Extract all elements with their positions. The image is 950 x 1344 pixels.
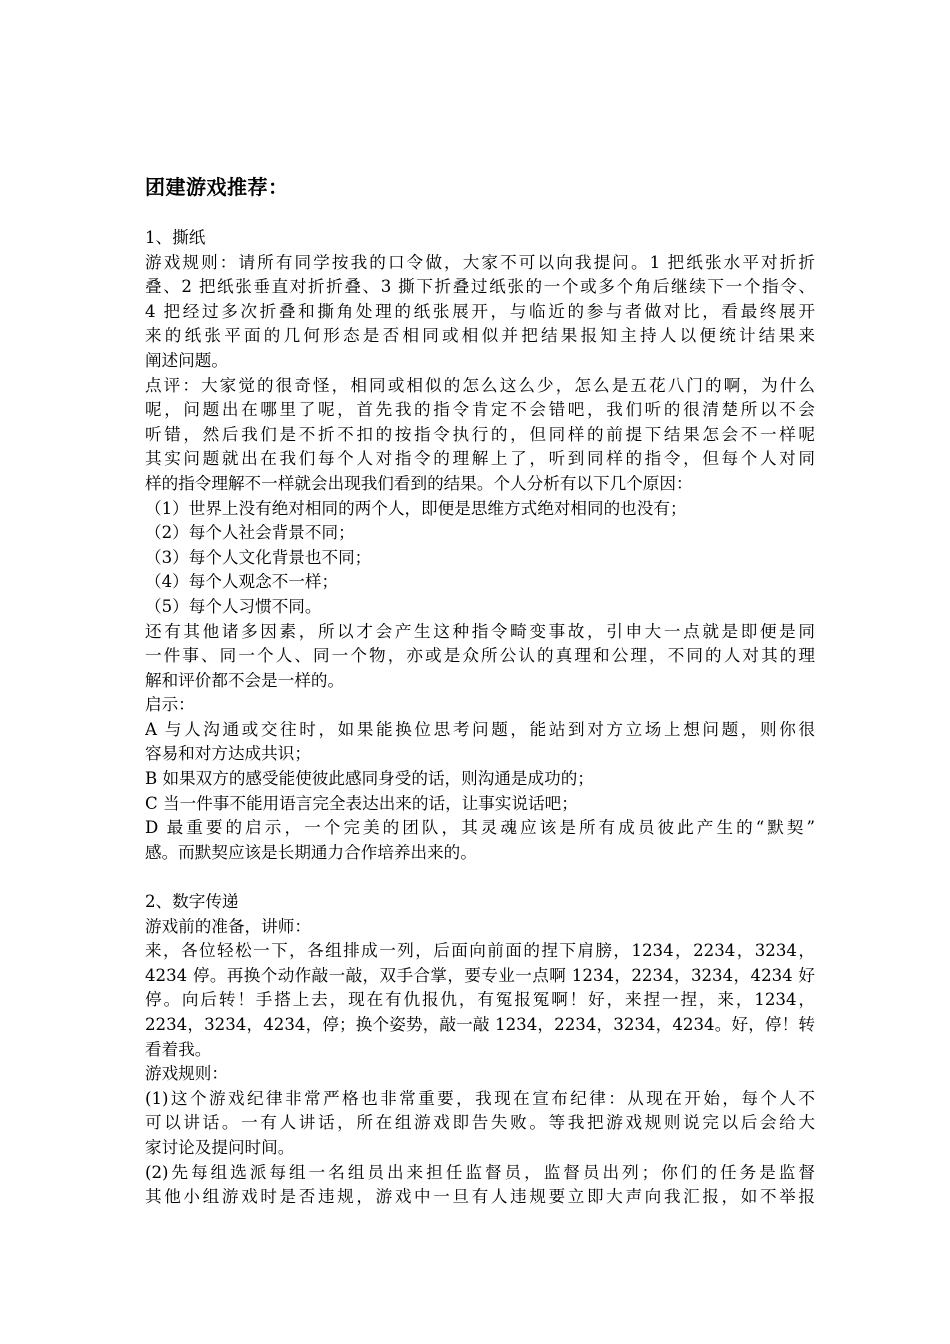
blank-line	[145, 865, 815, 890]
paragraph-line: 家讨论及提问时间。	[145, 1137, 295, 1157]
section-heading: 1、撕纸	[145, 228, 206, 247]
document-body	[145, 226, 815, 1210]
paragraph-line: 4 把经过多次折叠和撕角处理的纸张展开，与临近的参与者做对比，看最终展开	[145, 301, 815, 321]
list-item: （1）世界上没有绝对相同的两个人，即便是思维方式绝对相同的也没有；	[145, 498, 687, 518]
rules-label: 游戏规则：	[145, 1064, 228, 1084]
list-item: A 与人沟通或交往时，如果能换位思考问题，能站到对方立场上想问题，则你很	[145, 719, 815, 739]
paragraph-line: 还有其他诸多因素，所以才会产生这种指令畸变事故，引申大一点就是即便是同	[145, 621, 815, 641]
list-item: B 如果双方的感受能使彼此感同身受的话，则沟通是成功的；	[145, 769, 594, 789]
paragraph-line: 解和评价都不会是一样的。	[145, 670, 345, 690]
paragraph-line: 停。向后转！手搭上去，现在有仇报仇，有冤报冤啊！好，来捏一捏，来，1234，	[145, 990, 815, 1010]
page-title: 团建游戏推荐：	[145, 175, 289, 199]
paragraph-line: 叠、2 把纸张垂直对折折叠、3 撕下折叠过纸张的一个或多个角后继续下一个指令、	[145, 277, 815, 297]
section-heading: 2、数字传递	[145, 892, 239, 912]
paragraph-line: 4234 停。再换个动作敲一敲，双手合掌，要专业一点啊 1234，2234，3234，4234 好	[145, 965, 815, 985]
list-item: 容易和对方达成共识；	[145, 744, 311, 764]
list-item: 感。而默契应该是长期通力合作培养出来的。	[145, 842, 477, 862]
paragraph-line: 其他小组游戏时是否违规，游戏中一旦有人违规要立即大声向我汇报，如不举报	[145, 1187, 815, 1207]
paragraph-line: 阐述问题。	[145, 350, 228, 370]
paragraph-line: 看着我。	[145, 1039, 212, 1059]
list-item: （2）每个人社会背景不同；	[145, 523, 355, 543]
prep-label: 游戏前的准备，讲师：	[145, 916, 311, 936]
paragraph-line: 样的指令理解不一样就会出现我们看到的结果。个人分析有以下几个原因：	[145, 473, 693, 493]
list-item: D 最重要的启示，一个完美的团队，其灵魂应该是所有成员彼此产生的“默契”	[145, 818, 815, 838]
list-item: （4）每个人观念不一样；	[145, 572, 339, 592]
list-item: （3）每个人文化背景也不同；	[145, 547, 372, 567]
insight-label: 启示：	[145, 695, 195, 715]
list-item: C 当一件事不能用语言完全表达出来的话，让事实说话吧；	[145, 793, 578, 813]
paragraph-line: 2234，3234，4234，停；换个姿势，敲一敲 1234，2234，3234，4234。好，停！转	[145, 1015, 815, 1034]
paragraph-line: 可以讲话。一有人讲话，所在组游戏即告失败。等我把游戏规则说完以后会给大	[145, 1113, 815, 1133]
paragraph-line: 呢，问题出在哪里了呢，首先我的指令肯定不会错吧，我们听的很清楚所以不会	[145, 400, 815, 420]
paragraph-line: 游戏规则：请所有同学按我的口令做，大家不可以向我提问。1 把纸张水平对折折	[145, 252, 815, 272]
paragraph-line: (1)这个游戏纪律非常严格也非常重要，我现在宣布纪律：从现在开始，每个人不	[145, 1088, 815, 1108]
paragraph-line: (2)先每组选派每组一名组员出来担任监督员，监督员出列；你们的任务是监督	[145, 1162, 815, 1182]
paragraph-line: 来，各位轻松一下，各组排成一列，后面向前面的捏下肩膀，1234，2234，3234，	[145, 941, 815, 961]
paragraph-line: 点评：大家觉的很奇怪，相同或相似的怎么这么少，怎么是五花八门的啊，为什么	[145, 375, 815, 395]
paragraph-line: 一件事、同一个人、同一个物，亦或是众所公认的真理和公理，不同的人对其的理	[145, 646, 815, 666]
paragraph-line: 听错，然后我们是不折不扣的按指令执行的，但同样的前提下结果怎会不一样呢	[145, 424, 815, 444]
paragraph-line: 其实问题就出在我们每个人对指令的理解上了，听到同样的指令，但每个人对同	[145, 449, 815, 469]
list-item: （5）每个人习惯不同。	[145, 596, 322, 616]
paragraph-line: 来的纸张平面的几何形态是否相同或相似并把结果报知主持人以便统计结果来	[145, 326, 815, 346]
